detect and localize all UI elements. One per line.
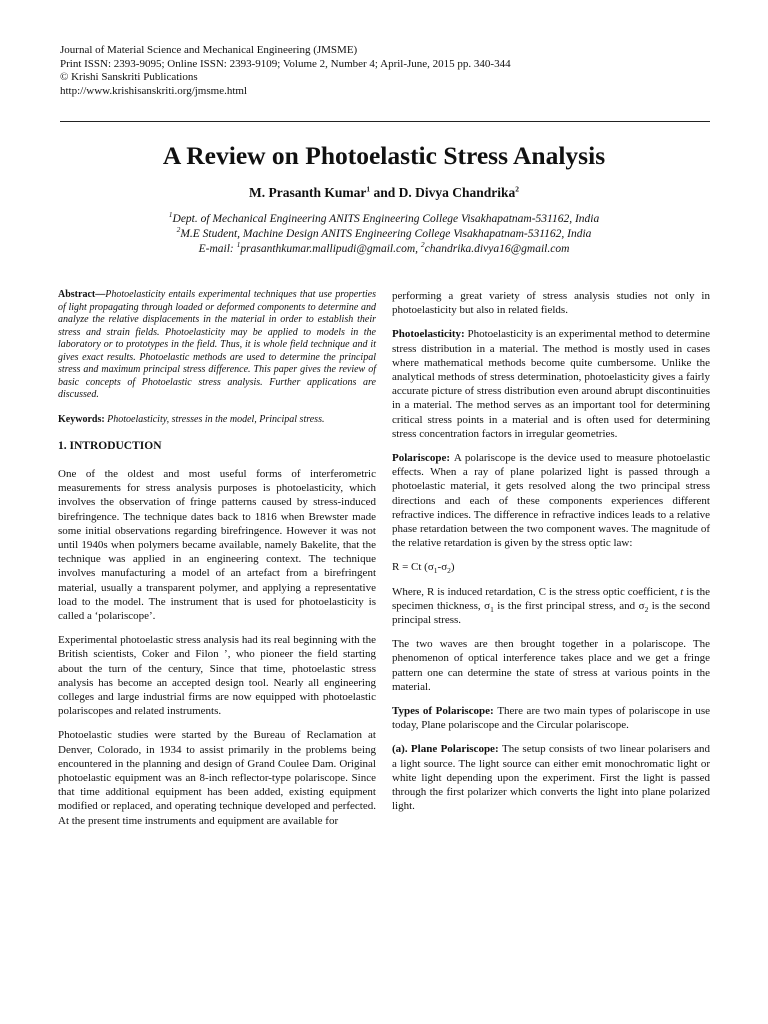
intro-paragraph-2: Experimental photoelastic stress analysis had its real beginning with the British scientists, Coker and Filon ’, who pioneer the field starting about the turn of the century, Since that time, photoelastic stress analysis has become an accepted design tool. Nearly all engineering colleges and large industrial firms are now equipped with photoelastic polariscopes and related instruments.	[58, 634, 376, 718]
author-2: D. Divya Chandrika	[398, 185, 516, 200]
photoelasticity-label: Photoelasticity:	[392, 328, 468, 341]
journal-header	[60, 44, 660, 98]
author-1: M. Prasanth Kumar	[248, 185, 367, 200]
keywords	[58, 412, 376, 427]
affiliation-2-sup: 2	[176, 225, 181, 235]
publisher-line: © Krishi Sanskriti Publications	[60, 71, 198, 84]
author-2-sup: 2	[515, 184, 520, 194]
plane-polariscope-text: The setup consists of two linear polarisers and a light source. The light source can either emit monochromatic light or white light depending upon the experiment. First the light is passed through the first polarizer which converts the light into plane polarized light.	[392, 743, 710, 813]
where-part-d: is the second principal stress.	[392, 599, 710, 627]
stress-optic-formula	[392, 560, 710, 574]
email-1[interactable]: prasanthkumar.mallipudi@gmail.com,	[240, 243, 421, 255]
formula-sub-2: 2	[447, 566, 451, 576]
intro-paragraph-1: One of the oldest and most useful forms of interferometric measurements for stress analysis purposes is photoelasticity, which involves the observation of fringe patterns caused by stress-induced birefringence. The technique dates back to 1816 when Brewster made some initial observations regarding birefringence. However it was not until 1940s when polymers became available, namely Bakelite, that the technique was applied in an engineering context. The technique involves manufacturing a model of an artefact from a birefringent material, usually a transparent polymer, and applying a representative load to the model. The instrument that is used for photoelasticity is called a ‘polariscope’.	[58, 467, 376, 622]
plane-polariscope-paragraph	[392, 742, 710, 813]
polariscope-paragraph	[392, 451, 710, 550]
intro-paragraph-3: Photoelastic studies were started by the Bureau of Reclamation at Denver, Colorado, in 1934 to assist primarily in the problems being encountered in the planning and design of Grand Coulee Dam. Original photoelastic equipment was an 8-inch reflector-type polariscope. Since that time additional equipment has been added, existing equipment modified or replaced, and operating technique developed and perfected. At the present time instruments and equipment are available for	[58, 729, 376, 827]
where-part-b: is the specimen thickness, σ	[392, 585, 710, 612]
photoelasticity-paragraph	[392, 327, 710, 441]
formula-part-b: -σ	[437, 561, 448, 574]
affiliation-1-sup: 1	[168, 210, 173, 220]
where-thickness-symbol: t	[680, 585, 684, 598]
polariscope-label: Polariscope:	[392, 452, 454, 465]
formula-sub-1: 1	[433, 566, 438, 576]
email-line	[0, 242, 768, 257]
header-divider	[60, 121, 710, 122]
abstract	[58, 289, 376, 402]
affiliation-2	[0, 227, 768, 242]
journal-name: Journal of Material Science and Mechanical Engineering (JMSME)	[60, 44, 358, 56]
journal-url[interactable]: http://www.krishisanskriti.org/jmsme.html	[60, 84, 247, 97]
polariscope-text: A polariscope is the device used to measure photoelastic effects. When a ray of plane polarized light is passed through a photoelastic material, it gets resolved along the two principal stress directions and each of these components experiences different refractive indices. The difference in refractive indices leads to a relative phase retardation between the two component waves. The magnitude of the relative retardation is given by the stress optic law:	[392, 452, 710, 550]
email-1-sup: 1	[236, 240, 241, 250]
abstract-text: Photoelasticity entails experimental techniques that use properties of light propagating through loaded or deformed components to determine and analyze the relative displacements in the material in order to establish their stress and strain fields. Photoelasticity may be applied to models in the laboratory or to prototypes in the field. Thus, it is whole field technique and it gives exact results. Photoelastic methods are used to determine the principal stress and maximum principal stress difference. This paper gives the review of basic concepts of Photoelastic stress analysis. Further applications are discussed.	[58, 289, 376, 400]
affiliations	[0, 212, 768, 257]
waves-paragraph: The two waves are then brought together in a polariscope. The phenomenon of optical interference takes place and we get a fringe pattern one can determine the state of stress at various points in the material.	[392, 638, 710, 693]
author-line	[0, 185, 768, 201]
keywords-label: Keywords:	[58, 413, 108, 425]
author-1-sup: 1	[366, 184, 371, 194]
types-paragraph	[392, 704, 710, 732]
paper-title: A Review on Photoelastic Stress Analysis	[162, 141, 606, 170]
left-column	[58, 289, 376, 838]
where-sub-1: 1	[490, 605, 494, 615]
where-part-a: Where, R is induced retardation, C is the stress optic coefficient,	[392, 585, 681, 598]
formula-part-a: R = Ct (σ	[392, 561, 434, 574]
formula-part-c: )	[450, 561, 455, 574]
where-sub-2: 2	[644, 605, 649, 615]
types-label: Types of Polariscope:	[392, 705, 498, 718]
email-label: E-mail:	[198, 243, 237, 255]
formula-explanation	[392, 585, 710, 628]
abstract-label: Abstract—	[58, 289, 106, 300]
continued-paragraph: performing a great variety of stress analysis studies not only in photoelasticity but also in related fields.	[392, 290, 710, 317]
keywords-text: Photoelasticity, stresses in the model, Principal stress.	[107, 413, 325, 425]
types-text: There are two main types of polariscope in use today, Plane polariscope and the Circular polariscope.	[392, 705, 710, 732]
section-heading-introduction: 1. INTRODUCTION	[58, 439, 162, 452]
affiliation-1	[0, 212, 768, 227]
where-part-c: is the first principal stress, and σ	[493, 599, 645, 612]
email-2-sup: 2	[420, 240, 425, 250]
right-column	[392, 289, 710, 824]
photoelasticity-text: Photoelasticity is an experimental method to determine stress distribution in a material. The method is mostly used in cases where mathematical methods become quite cumbersome. Unlike the analytical methods of stress determination, photoelasticity gives a fairly accurate picture of stress distribution even around abrupt discontinuities in a material. The method serves as an important tool for determining critical stress points in a material and is often used for determining stress concentration factors in irregular geometries.	[392, 328, 711, 440]
plane-polariscope-label: (a). Plane Polariscope:	[392, 743, 502, 756]
author-and: and	[370, 185, 399, 200]
affiliation-2-text: M.E Student, Machine Design ANITS Engineering College Visakhapatnam-531162, India	[180, 228, 592, 240]
affiliation-1-text: Dept. of Mechanical Engineering ANITS Engineering College Visakhapatnam-531162, India	[172, 213, 600, 225]
email-2[interactable]: chandrika.divya16@gmail.com	[424, 243, 570, 255]
issn-line: Print ISSN: 2393-9095; Online ISSN: 2393-9109; Volume 2, Number 4; April-June, 2015 pp. 340-344	[60, 57, 511, 70]
